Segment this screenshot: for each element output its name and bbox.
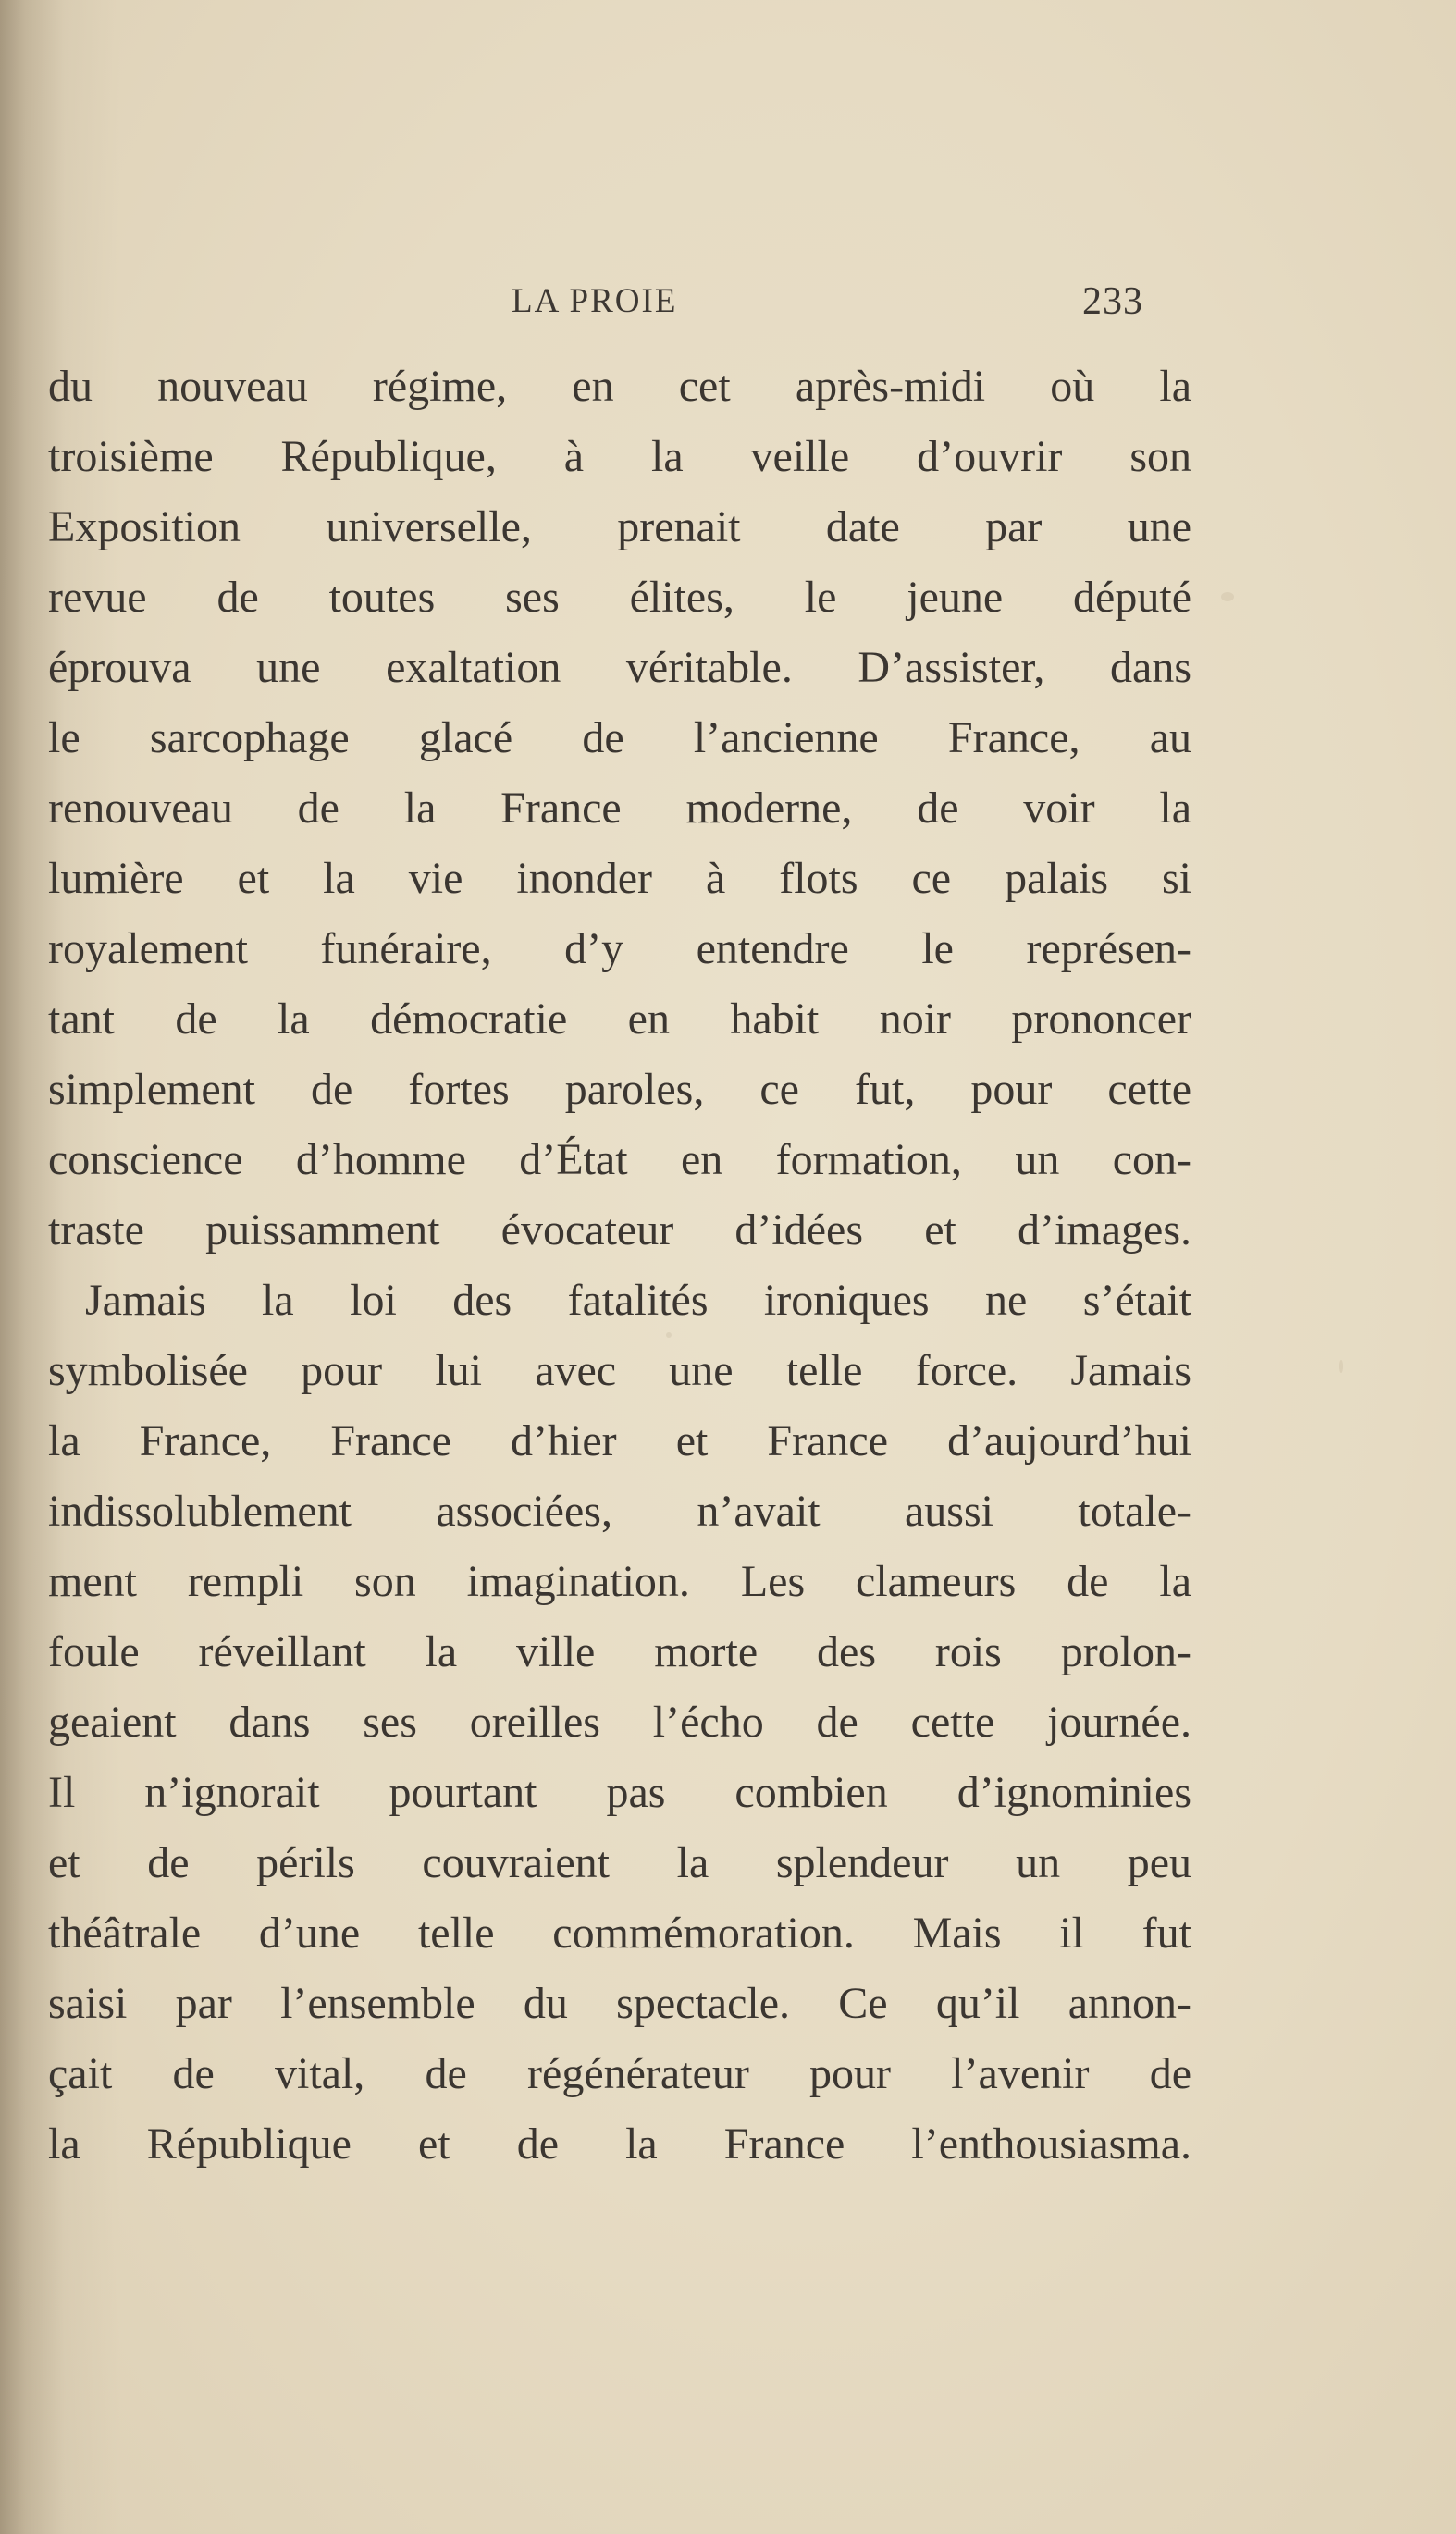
text-line: et de périls couvraient la splendeur un peu xyxy=(48,1838,1191,1887)
page-header xyxy=(0,274,1456,329)
text-line: du nouveau régime, en cet après-midi où la xyxy=(48,362,1191,411)
running-title: LA PROIE xyxy=(512,282,678,320)
text-line: revue de toutes ses élites, le jeune député xyxy=(48,573,1191,622)
text-line: ment rempli son imagination. Les clameurs de la xyxy=(48,1557,1191,1606)
text-line: simplement de fortes paroles, ce fut, pour cette xyxy=(48,1065,1191,1114)
text-line: geaient dans ses oreilles l’écho de cette journée. xyxy=(48,1698,1191,1747)
body-text xyxy=(48,352,1191,2180)
text-line: renouveau de la France moderne, de voir la xyxy=(48,784,1191,833)
text-line: théâtrale d’une telle commémoration. Mais il fut xyxy=(48,1909,1191,1958)
text-line: lumière et la vie inonder à flots ce palais si xyxy=(48,854,1191,903)
text-line: Exposition universelle, prenait date par une xyxy=(48,502,1191,551)
text-line: conscience d’homme d’État en formation, un con- xyxy=(48,1135,1191,1184)
paper-stain xyxy=(1221,592,1234,601)
text-line: indissolublement associées, n’avait aussi totale- xyxy=(48,1487,1191,1536)
text-line: royalement funéraire, d’y entendre le représen- xyxy=(48,924,1191,973)
text-line: çait de vital, de régénérateur pour l’avenir de xyxy=(48,2049,1191,2098)
text-line: Jamais la loi des fatalités ironiques ne s’était xyxy=(85,1276,1191,1325)
text-line: la France, France d’hier et France d’aujourd’hui xyxy=(48,1416,1191,1465)
text-line: traste puissamment évocateur d’idées et d’images. xyxy=(48,1205,1191,1255)
text-line: Il n’ignorait pourtant pas combien d’ignominies xyxy=(48,1768,1191,1817)
text-line: la République et de la France l’enthousiasma. xyxy=(48,2120,1191,2169)
text-line: le sarcophage glacé de l’ancienne France, au xyxy=(48,713,1191,762)
text-line: saisi par l’ensemble du spectacle. Ce qu’il annon- xyxy=(48,1979,1191,2028)
text-line: foule réveillant la ville morte des rois prolon- xyxy=(48,1627,1191,1676)
text-line: symbolisée pour lui avec une telle force. Jamais xyxy=(48,1346,1191,1395)
page-number: 233 xyxy=(1082,280,1143,323)
text-line: éprouva une exaltation véritable. D’assister, dans xyxy=(48,643,1191,692)
text-line: troisième République, à la veille d’ouvrir son xyxy=(48,432,1191,481)
text-line: tant de la démocratie en habit noir prononcer xyxy=(48,995,1191,1044)
paper-stain xyxy=(1339,1360,1343,1373)
